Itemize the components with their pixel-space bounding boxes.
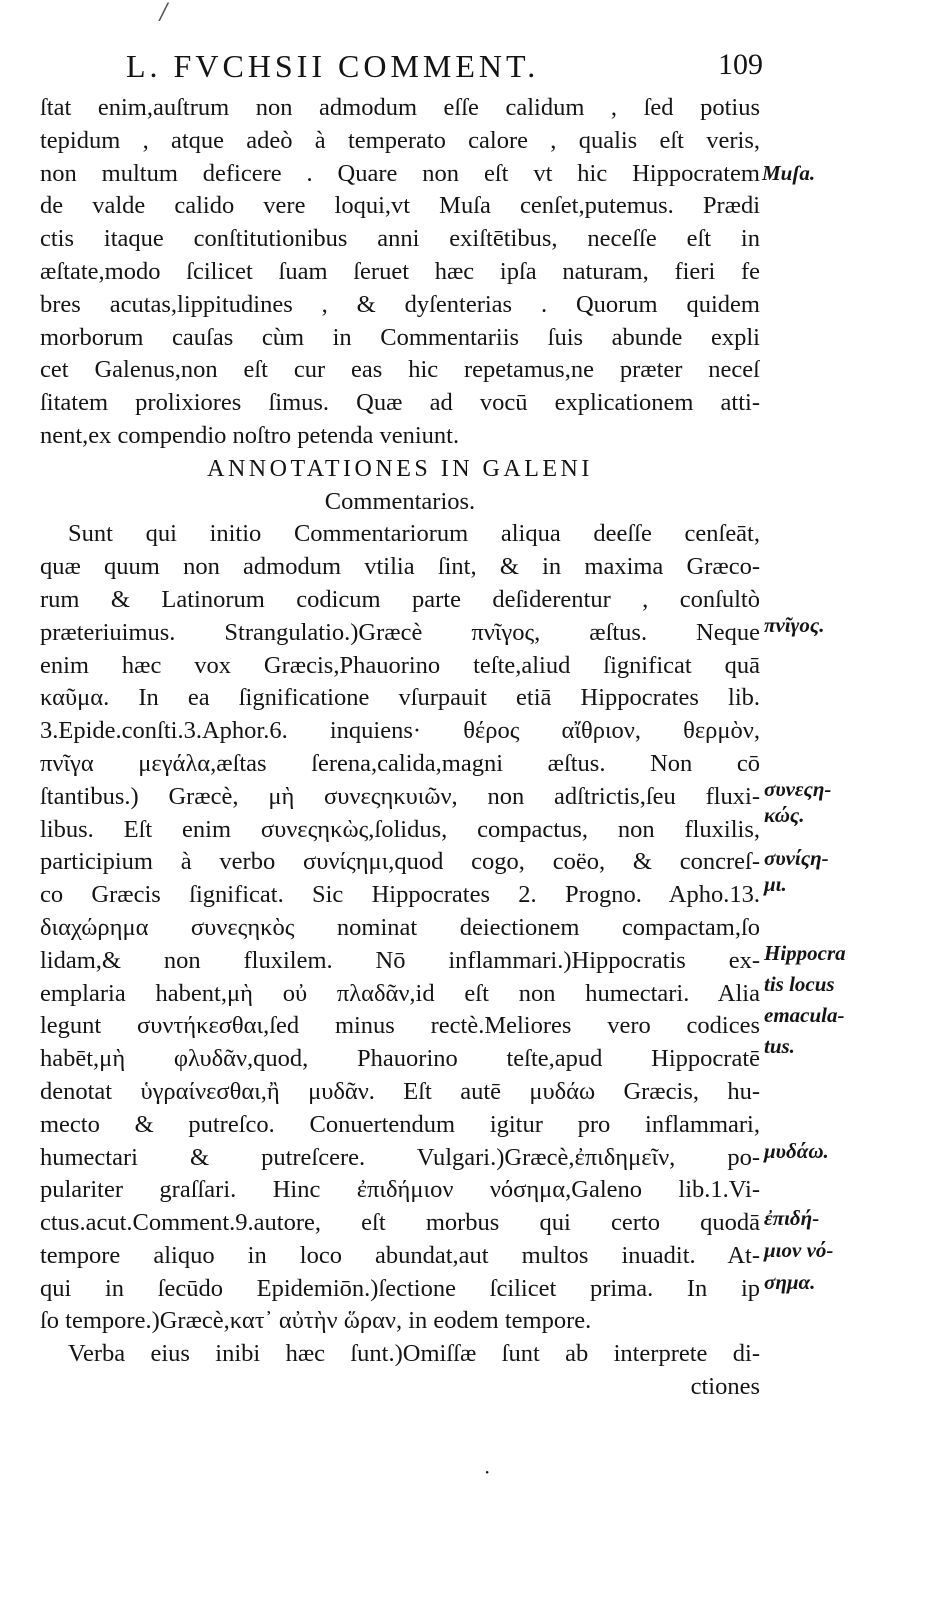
text-line: bres acutas,lippitudines , & dyſenterias . Quorum quidem (40, 290, 760, 318)
annotation-line: Sunt qui initio Commentariorum aliqua deeſſe cenſeāt, (68, 520, 760, 548)
annotation-line: libus. Eſt enim συνεςηκὼς,ſolidus, compactus, non fluxilis, (40, 815, 760, 843)
annotation-line: lidam,& non fluxilem. Nō inflammari.)Hippocratis ex- (40, 946, 760, 974)
section-subheading: Commentarios. (324, 487, 476, 515)
page-header (0, 48, 930, 92)
margin-note-line: tis locus (764, 972, 835, 996)
main-text (40, 92, 760, 1404)
margin-note-line: συνεςη- (764, 777, 832, 801)
annotation-line: mecto & putreſco. Conuertendum igitur pro inflammari, (40, 1110, 760, 1138)
margin-note-musa (762, 160, 815, 186)
text-line: tepidum , atque adeò à temperato calore , qualis eſt veris, (40, 126, 760, 154)
margin-note-line: emacula- (764, 1003, 845, 1027)
text-line: ctis itaque conſtitutionibus anni exiſtētibus, neceſſe eſt in (40, 225, 760, 253)
margin-note-pnigos (764, 612, 824, 638)
annotation-line: ctus.acut.Comment.9.autore, eſt morbus qui certo quodā (40, 1209, 760, 1237)
annotation-line: pulariter graſſari. Hinc ἐπιδήμιον νόσημα,Galeno lib.1.Vi- (40, 1176, 760, 1204)
margin-note-synestekos (764, 776, 831, 828)
margin-note-line: συνίςη- (764, 846, 829, 870)
running-head: L. FVCHSII COMMENT. (126, 48, 540, 84)
annotation-line: emplaria habent,μὴ οὐ πλαδᾶν,id eſt non humectari. Alia (40, 979, 760, 1007)
annotation-line: qui in ſecūdo Epidemiōn.)ſectione ſcilicet prima. In ip (40, 1274, 760, 1302)
pen-mark: / (160, 0, 168, 25)
annotation-line: 3.Epide.conſti.3.Aphor.6. inquiens· θέρος αἴθριον, θερμὸν, (40, 717, 760, 745)
margin-note-line: μιον νό- (764, 1238, 834, 1262)
annotation-line: ſtantibus.) Græcè, μὴ συνεςηκυιῶν, non adſtrictis,ſeu fluxi- (40, 782, 760, 810)
text-line: non multum deficere . Quare non eſt vt hic Hippocratem (40, 159, 760, 187)
margin-note-epidemion (764, 1202, 833, 1298)
margin-note-mydao (764, 1138, 829, 1164)
annotation-line: denotat ὑγραίνεσθαι,ἢ μυδᾶν. Eſt autē μυδάω Græcis, hu- (40, 1077, 760, 1105)
annotation-line: co Græcis ſignificat. Sic Hippocrates 2. Progno. Apho.13. (40, 881, 760, 909)
text-line: ſtat enim,auſtrum non admodum eſſe calidum , ſed potius (40, 94, 760, 121)
text-line: morborum cauſas cùm in Commentariis ſuis abunde expli (40, 323, 760, 351)
annotation-line: participium à verbo συνίςημι,quod cogo, coëo, & concreſ- (40, 848, 760, 876)
annotation-line: Verba eius inibi hæc ſunt.)Omiſſæ ſunt ab interprete di- (68, 1340, 760, 1368)
text-line: cet Galenus,non eſt cur eas hic repetamus,ne præter neceſ (40, 356, 760, 384)
margin-note-line: σημα. (764, 1270, 816, 1294)
section-heading: ANNOTATIONES IN GALENI (207, 455, 593, 482)
ink-dot: · (484, 1460, 491, 1484)
annotation-line: rum & Latinorum codicum parte deſiderentur , conſultò (40, 585, 760, 613)
margin-note-line: tus. (764, 1034, 795, 1058)
annotation-line: πνῖγα μεγάλα,æſtas ſerena,calida,magni æſtus. Non cō (40, 749, 760, 777)
margin-note-hippocratis-locus (764, 938, 846, 1062)
margin-note-line: κώς. (764, 803, 805, 827)
annotation-line: habēt,μὴ φλυδᾶν,quod, Phauorino teſte,apud Hippocratē (40, 1045, 760, 1073)
annotation-line: enim hæc vox Græcis,Phauorino teſte,aliud ſignificat quā (40, 651, 760, 679)
text-line: de valde calido vere loqui,vt Muſa cenſet,putemus. Prædi (40, 192, 760, 220)
margin-note-line: πνῖγος. (764, 613, 825, 637)
catchword: ctiones (690, 1373, 760, 1401)
text-line: nent,ex compendio noſtro petenda veniunt. (40, 421, 460, 449)
text-line: ſitatem prolixiores ſimus. Quæ ad vocū explicationem atti- (40, 389, 760, 417)
annotation-line: humectari & putreſcere. Vulgari.)Græcè,ἐπιδημεῖν, po- (40, 1143, 760, 1171)
annotation-line: διαχώρημα συνεςηκὸς nominat deiectionem compactam,ſo (40, 913, 760, 941)
margin-note-line: ἐπιδή- (764, 1206, 820, 1230)
annotation-line: legunt συντήκεσθαι,ſed minus rectè.Meliores vero codices (40, 1012, 760, 1040)
text-line: æſtate,modo ſcilicet ſuam ſeruet hæc ipſa naturam, fieri fe (40, 257, 760, 285)
margin-note-line: μι. (764, 872, 787, 896)
page-number: 109 (718, 48, 763, 81)
margin-note-synistemi (764, 845, 829, 897)
margin-note-line: μυδάω. (764, 1139, 829, 1163)
margin-note-line: Hippocra (764, 941, 846, 965)
annotation-line: καῦμα. In ea ſignificatione vſurpauit etiā Hippocrates lib. (40, 684, 760, 712)
annotation-line: ſo tempore.)Græcè,κατ᾽ αὐτὴν ὥραν, in eodem tempore. (40, 1307, 592, 1335)
annotation-line: quæ quum non admodum vtilia ſint, & in maxima Græco- (40, 553, 760, 581)
annotation-line: tempore aliquo in loco abundat,aut multos inuadit. At- (40, 1241, 760, 1269)
margin-note-line: Muſa. (762, 161, 816, 185)
annotation-line: præteriuimus. Strangulatio.)Græcè πνῖγος, æſtus. Neque (40, 618, 760, 646)
